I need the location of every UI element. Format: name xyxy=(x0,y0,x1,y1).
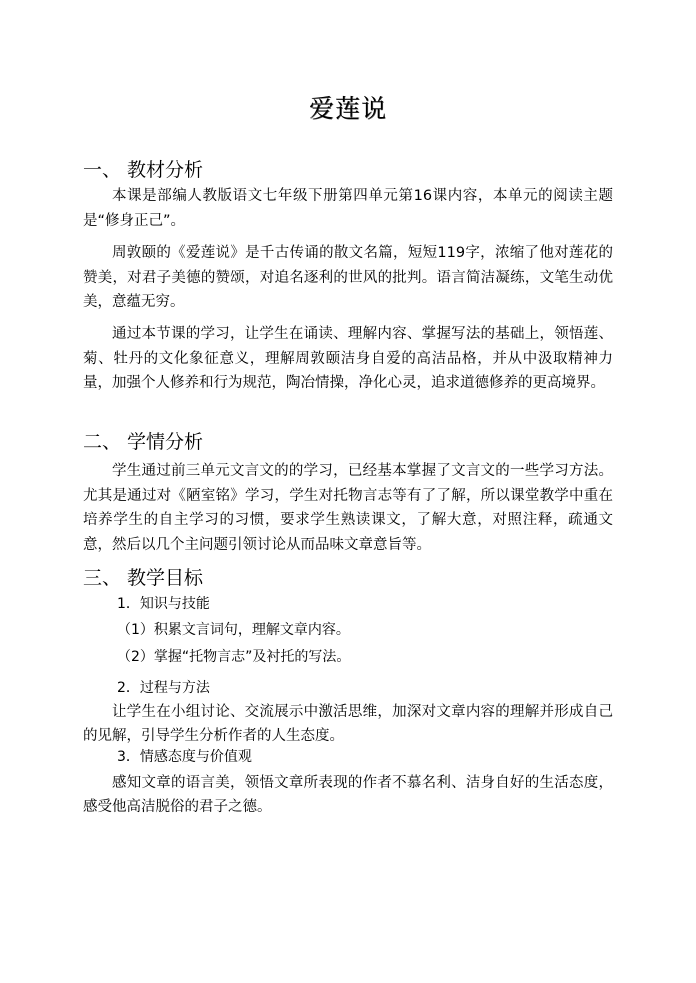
goal-knowledge-item-2: （2）掌握“托物言志”及衬托的写法。 xyxy=(117,649,351,665)
page-title: 爱莲说 xyxy=(308,94,387,123)
goal-process-method-text: 让学生在小组讨论、交流展示中激活思维，加深对文章内容的理解并形成自己的见解，引导学生分析作者的人生态度。 xyxy=(83,704,613,744)
section-heading-student-analysis: 二、 学情分析 xyxy=(83,431,204,453)
goal-knowledge-skills-title: 1．知识与技能 xyxy=(117,596,210,612)
paragraph-student-analysis: 学生通过前三单元文言文的的学习，已经基本掌握了文言文的一些学习方法。尤其是通过对《陋室铭》学习，学生对托物言志等有了了解，所以课堂教学中重在培养学生的自主学习的习惯，要求学生熟读课文，了解大意，对照注释，疏通文意，然后以几个主问题引领讨论从而品味文章意旨等。 xyxy=(83,463,613,553)
goal-process-method-title: 2．过程与方法 xyxy=(117,680,210,696)
section-heading-textbook-analysis: 一、 教材分析 xyxy=(83,159,204,181)
paragraph-unit-intro: 本课是部编人教版语文七年级下册第四单元第16课内容，本单元的阅读主题是“修身正己”。 xyxy=(83,188,613,229)
paragraph-text-intro: 周敦颐的《爱莲说》是千古传诵的散文名篇，短短119字，浓缩了他对莲花的赞美，对君子美德的赞颂，对追名逐利的世风的批判。语言简洁凝练，文笔生动优美，意蕴无穷。 xyxy=(83,245,613,310)
goal-emotion-values-text: 感知文章的语言美，领悟文章所表现的作者不慕名利、洁身自好的生活态度，感受他高洁脱俗的君子之德。 xyxy=(83,775,613,815)
paragraph-learning-purpose: 通过本节课的学习，让学生在诵读、理解内容、掌握写法的基础上，领悟莲、菊、牡丹的文化象征意义，理解周敦颐洁身自爱的高洁品格，并从中汲取精神力量，加强个人修养和行为规范，陶冶情操，净化心灵，追求道德修养的更高境界。 xyxy=(83,326,613,391)
goal-knowledge-item-1: （1）积累文言词句，理解文章内容。 xyxy=(117,622,350,638)
section-heading-teaching-goals: 三、 教学目标 xyxy=(83,567,204,589)
goal-emotion-values-title: 3．情感态度与价值观 xyxy=(117,749,252,765)
